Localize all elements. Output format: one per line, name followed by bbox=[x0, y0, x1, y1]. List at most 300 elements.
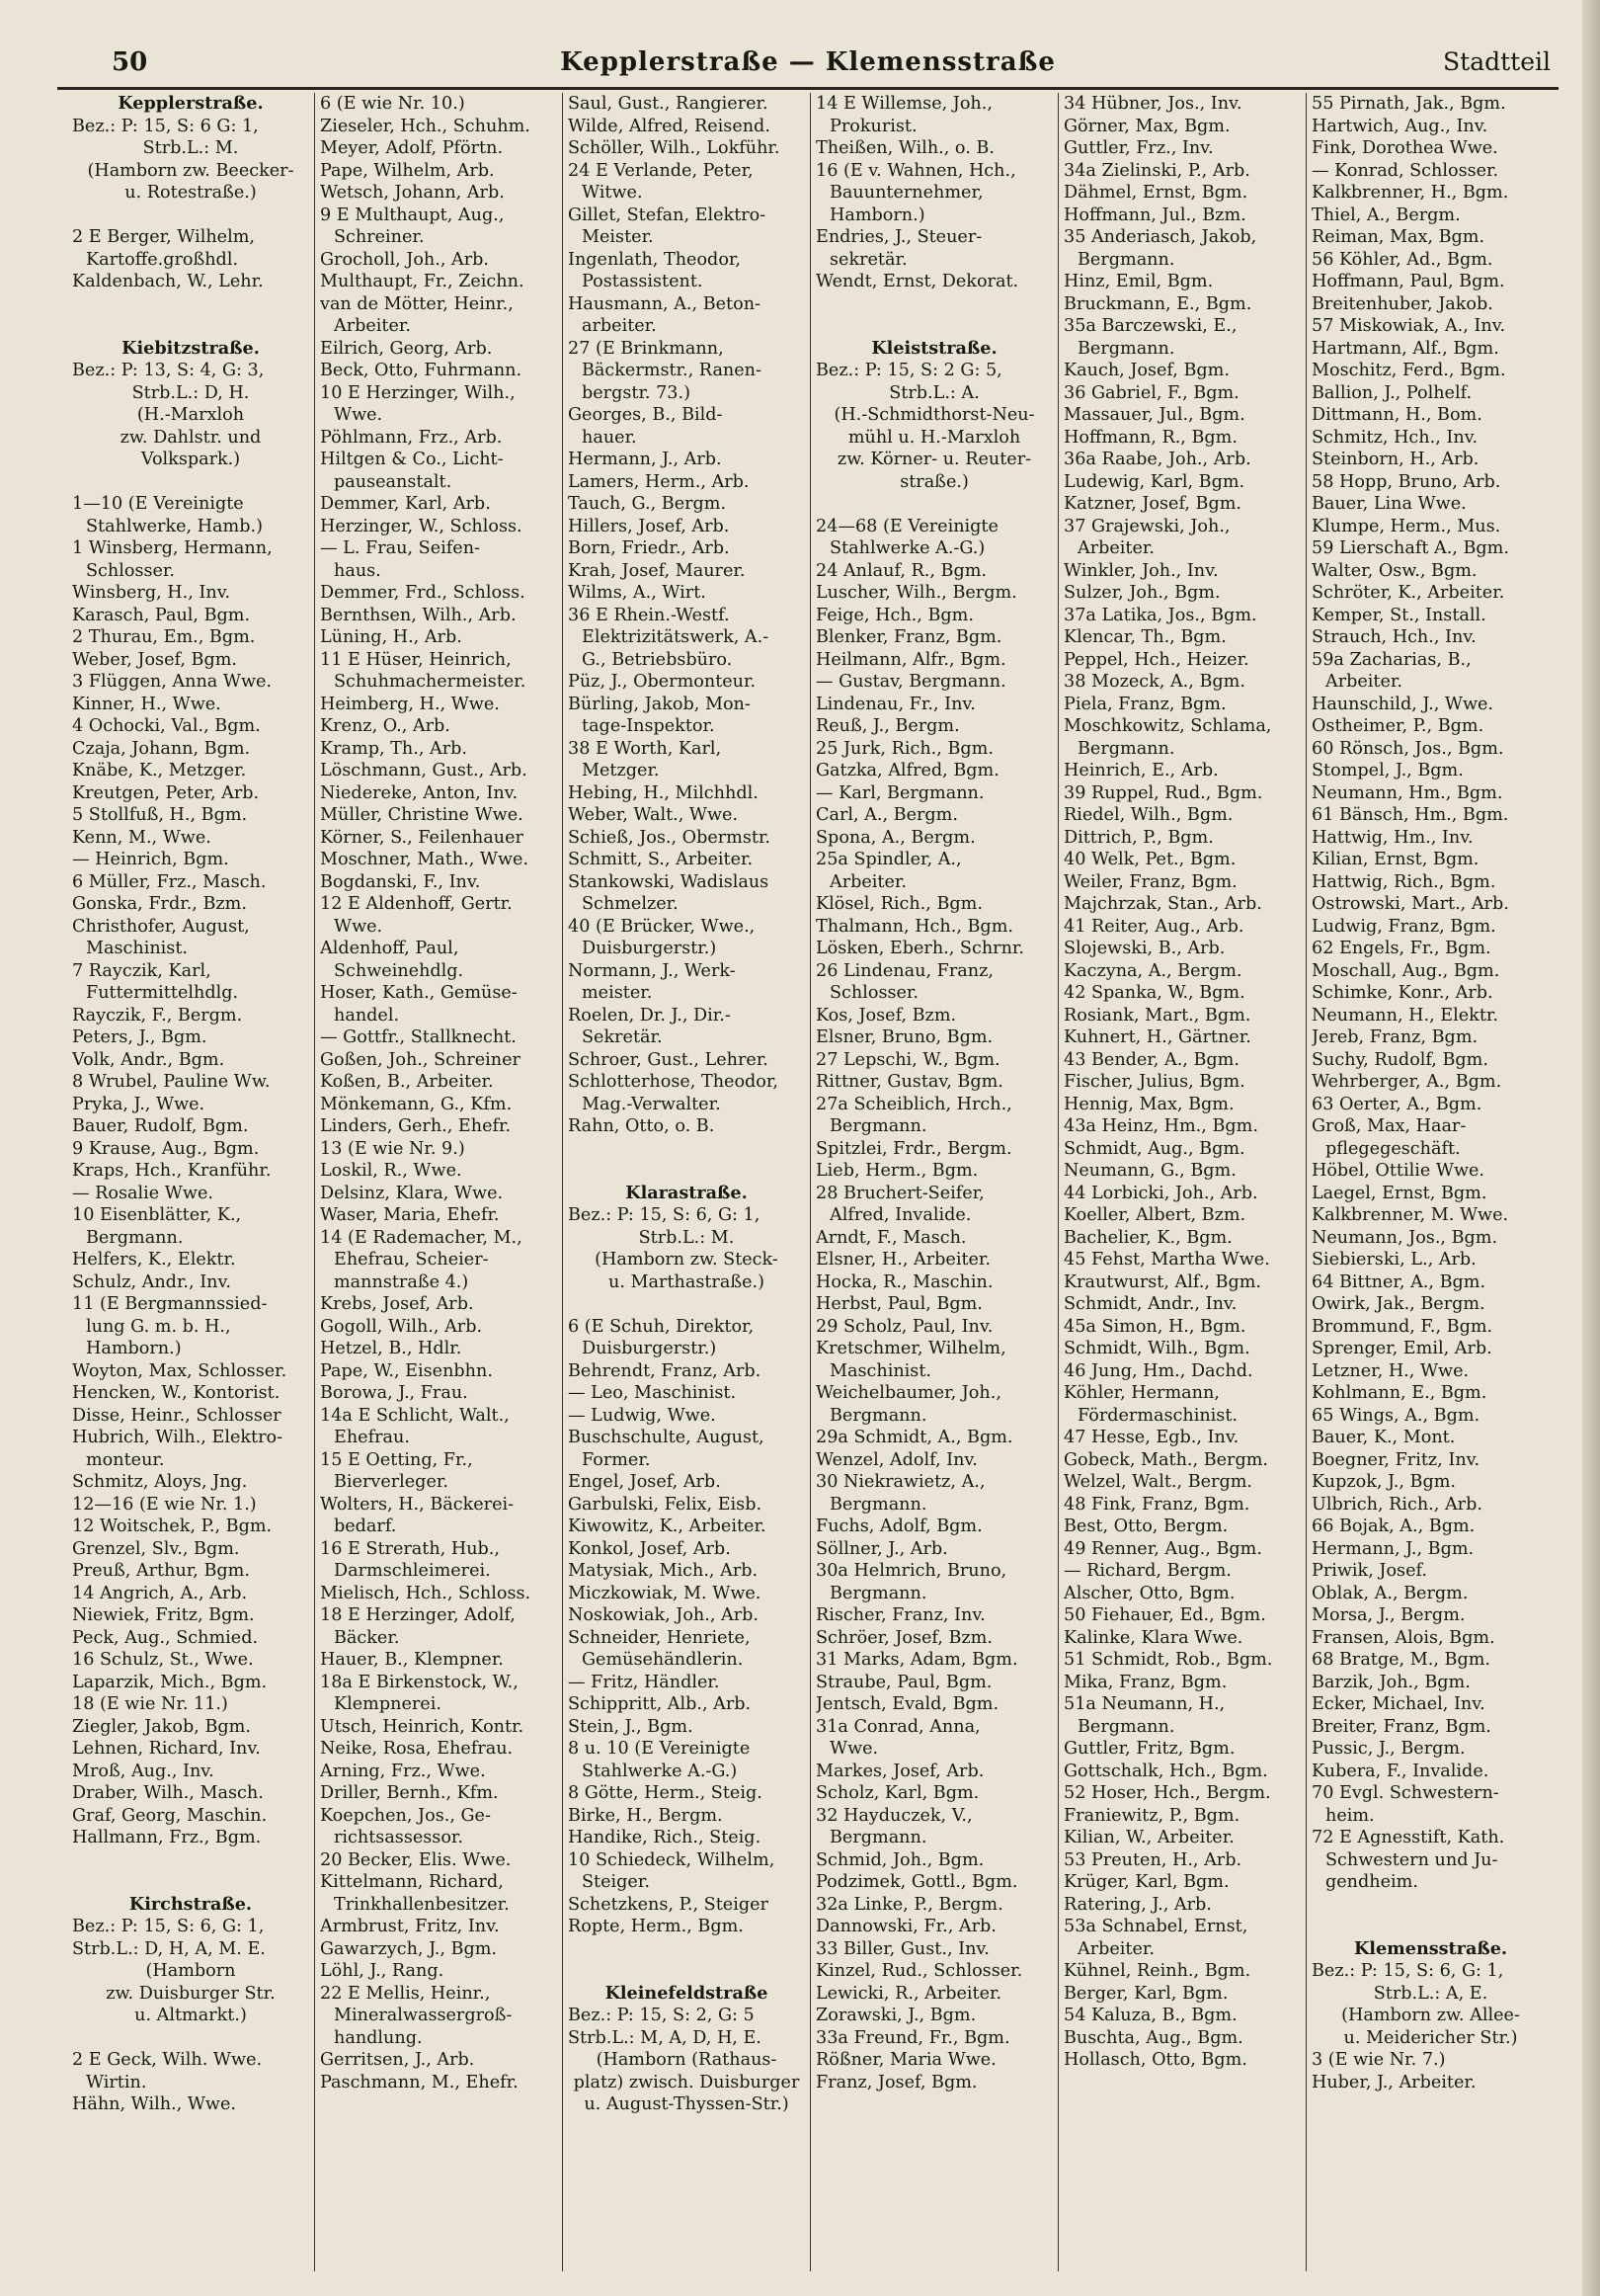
directory-entry: Dähmel, Ernst, Bgm. bbox=[1064, 183, 1248, 203]
directory-entry: 8 u. 10 (E Vereinigte bbox=[568, 1739, 751, 1759]
directory-entry: u. Altmarkt.) bbox=[134, 2006, 247, 2025]
directory-entry: Schippritt, Alb., Arb. bbox=[568, 1694, 752, 1714]
directory-entry: 53 Preuten, H., Arb. bbox=[1064, 1849, 1242, 1870]
directory-entry: Garbulski, Felix, Eisb. bbox=[568, 1494, 762, 1515]
directory-entry: Wwe. bbox=[334, 405, 383, 425]
directory-entry: Feige, Hch., Bgm. bbox=[816, 605, 974, 625]
directory-entry: meister. bbox=[582, 983, 653, 1003]
directory-entry: Neumann, G., Bgm. bbox=[1064, 1161, 1237, 1181]
directory-entry: 51 Schmidt, Rob., Bgm. bbox=[1064, 1650, 1273, 1670]
directory-entry: Schöller, Wilh., Lokführ. bbox=[568, 138, 780, 158]
directory-column-6 bbox=[1307, 93, 1555, 2271]
directory-entry: Kilian, W., Arbeiter. bbox=[1064, 1828, 1235, 1847]
directory-entry: Luscher, Wilh., Bergm. bbox=[816, 583, 1017, 603]
directory-column-2 bbox=[315, 93, 563, 2271]
directory-entry: Arning, Frz., Wwe. bbox=[320, 1761, 486, 1781]
directory-entry: Hollasch, Otto, Bgm. bbox=[1064, 2050, 1247, 2070]
directory-entry: Kupzok, J., Bgm. bbox=[1312, 1472, 1456, 1492]
directory-entry: Pussic, J., Bergm. bbox=[1312, 1739, 1466, 1759]
directory-entry: Bauer, Rudolf, Bgm. bbox=[72, 1116, 249, 1136]
directory-entry bbox=[816, 315, 1053, 338]
directory-entry: Ropte, Herm., Bgm. bbox=[568, 1917, 744, 1936]
street-heading: Klarastraße. bbox=[625, 1182, 748, 1203]
directory-entry: Siebierski, L., Arb. bbox=[1312, 1250, 1477, 1270]
directory-entry: Kretschmer, Wilhelm, bbox=[816, 1339, 1006, 1358]
directory-entry: Stahlwerke A.-G.) bbox=[830, 538, 986, 558]
directory-entry: Bäcker. bbox=[334, 1627, 400, 1648]
directory-entry: 45 Fehst, Martha Wwe. bbox=[1064, 1250, 1270, 1270]
directory-entry: Bäckermstr., Ranen- bbox=[582, 361, 761, 380]
directory-entry: bergstr. 73.) bbox=[582, 382, 690, 403]
directory-entry: — Gottfr., Stallknecht. bbox=[320, 1027, 517, 1047]
directory-entry: (Hamborn (Rathaus- bbox=[596, 2050, 777, 2070]
directory-entry: Miczkowiak, M. Wwe. bbox=[568, 1583, 761, 1603]
directory-entry: heim. bbox=[1325, 1805, 1375, 1826]
directory-entry: Mönkemann, G., Kfm. bbox=[320, 1094, 513, 1114]
directory-entry: Spitzlei, Frdr., Bergm. bbox=[816, 1138, 1012, 1159]
directory-entry: u. Meidericher Str.) bbox=[1343, 2027, 1518, 2048]
directory-entry: Gillet, Stefan, Elektro- bbox=[568, 205, 766, 225]
directory-entry: Schröter, K., Arbeiter. bbox=[1312, 583, 1505, 603]
directory-entry: Czaja, Johann, Bgm. bbox=[72, 738, 251, 759]
directory-entry: 49 Renner, Aug., Bgm. bbox=[1064, 1538, 1262, 1559]
directory-entry: monteur. bbox=[86, 1449, 165, 1470]
directory-entry: arbeiter. bbox=[582, 316, 657, 336]
directory-entry: Barzik, Joh., Bgm. bbox=[1312, 1672, 1471, 1692]
directory-entry: 4 Ochocki, Val., Bgm. bbox=[72, 716, 261, 736]
directory-entry: Löhl, J., Rang. bbox=[320, 1961, 444, 1981]
directory-entry: 31 Marks, Adam, Bgm. bbox=[816, 1650, 1018, 1670]
directory-entry: 36 E Rhein.-Westf. bbox=[568, 605, 730, 625]
directory-entry: 11 (E Bergmannssied- bbox=[72, 1294, 268, 1314]
directory-entry: Klencar, Th., Bgm. bbox=[1064, 627, 1227, 647]
directory-entry: Mag.-Verwalter. bbox=[582, 1094, 721, 1114]
directory-entry: 16 E Strerath, Hub., bbox=[320, 1538, 500, 1559]
directory-entry: Majchrzak, Stan., Arb. bbox=[1064, 894, 1262, 914]
directory-entry: Tauch, G., Bergm. bbox=[568, 494, 727, 514]
directory-entry: Alscher, Otto, Bgm. bbox=[1064, 1583, 1236, 1603]
directory-entry: 2 Thurau, Em., Bgm. bbox=[72, 627, 256, 647]
directory-entry bbox=[1312, 1894, 1550, 1917]
directory-entry: Kalinke, Klara Wwe. bbox=[1064, 1627, 1243, 1648]
directory-entry: 27 (E Brinkmann, bbox=[568, 338, 724, 359]
directory-entry: 36 Gabriel, F., Bgm. bbox=[1064, 382, 1240, 403]
directory-entry: — Fritz, Händler. bbox=[568, 1672, 720, 1692]
directory-entry: Ostrowski, Mart., Arb. bbox=[1312, 894, 1509, 914]
directory-entry: 3 Flüggen, Anna Wwe. bbox=[72, 672, 273, 692]
directory-entry: Priwik, Josef. bbox=[1312, 1561, 1427, 1581]
directory-entry: Körner, S., Feilenhauer bbox=[320, 827, 523, 848]
directory-entry: bedarf. bbox=[334, 1517, 397, 1536]
directory-entry: Armbrust, Fritz, Inv. bbox=[320, 1917, 500, 1936]
directory-entry: Lüning, H., Arb. bbox=[320, 627, 462, 647]
directory-entry bbox=[72, 471, 309, 494]
directory-entry: 7 Rayczik, Karl, bbox=[72, 960, 211, 981]
directory-entry: 30a Helmrich, Bruno, bbox=[816, 1561, 1007, 1581]
directory-entry: Söllner, J., Arb. bbox=[816, 1538, 948, 1559]
street-heading: Kleinefeldstraße bbox=[604, 1982, 768, 2004]
directory-entry: Pape, Wilhelm, Arb. bbox=[320, 160, 495, 181]
directory-entry: Lösken, Eberh., Schrnr. bbox=[816, 939, 1024, 958]
directory-entry: Strb.L.: M. bbox=[638, 1227, 735, 1248]
directory-column-3 bbox=[563, 93, 811, 2271]
directory-entry: Hoser, Kath., Gemüse- bbox=[320, 983, 518, 1003]
directory-entry: Schroer, Gust., Lehrer. bbox=[568, 1049, 768, 1070]
directory-entry: Fransen, Alois, Bgm. bbox=[1312, 1627, 1495, 1648]
directory-entry: 38 Mozeck, A., Bgm. bbox=[1064, 672, 1245, 692]
directory-entry: Engel, Josef, Arb. bbox=[568, 1472, 721, 1492]
directory-entry: Krüger, Karl, Bgm. bbox=[1064, 1872, 1230, 1892]
directory-entry: Walter, Osw., Bgm. bbox=[1312, 560, 1478, 581]
directory-entry: Ehefrau, Scheier- bbox=[334, 1250, 489, 1270]
directory-entry: 2 E Geck, Wilh. Wwe. bbox=[72, 2050, 263, 2070]
directory-entry: Delsinz, Klara, Wwe. bbox=[320, 1183, 504, 1203]
directory-entry: Herbst, Paul, Bgm. bbox=[816, 1294, 983, 1314]
directory-entry: Hillers, Josef, Arb. bbox=[568, 516, 730, 536]
directory-entry: Hamborn.) bbox=[86, 1339, 182, 1358]
directory-entry: Volk, Andr., Bgm. bbox=[72, 1049, 225, 1070]
directory-entry: Neumann, Jos., Bgm. bbox=[1312, 1227, 1498, 1248]
directory-entry: Weichelbaumer, Joh., bbox=[816, 1383, 1001, 1403]
directory-entry: Hauer, B., Klempner. bbox=[320, 1650, 504, 1670]
directory-entry: 1—10 (E Vereinigte bbox=[72, 494, 244, 514]
directory-entry: Neike, Rosa, Ehefrau. bbox=[320, 1739, 514, 1759]
directory-entry: 62 Engels, Fr., Bgm. bbox=[1312, 939, 1491, 958]
directory-entry: 27a Scheiblich, Hrch., bbox=[816, 1094, 1012, 1114]
directory-entry: Groß, Max, Haar- bbox=[1312, 1116, 1467, 1136]
directory-entry: Schwestern und Ju- bbox=[1325, 1849, 1498, 1870]
directory-entry: Moschkowitz, Schlama, bbox=[1064, 716, 1272, 736]
directory-entry: Paschmann, M., Ehefr. bbox=[320, 2072, 519, 2092]
directory-entry: Slojewski, B., Arb. bbox=[1064, 939, 1226, 958]
directory-entry: Kohlmann, E., Bgm. bbox=[1312, 1383, 1487, 1403]
directory-entry: Mielisch, Hch., Schloss. bbox=[320, 1583, 531, 1603]
directory-entry: Kreutgen, Peter, Arb. bbox=[72, 782, 260, 803]
directory-entry: 32a Linke, P., Bergm. bbox=[816, 1894, 1003, 1915]
directory-entry: Krebs, Josef, Arb. bbox=[320, 1294, 474, 1314]
directory-entry: Duisburgerstr.) bbox=[582, 1339, 717, 1358]
directory-entry: gendheim. bbox=[1325, 1872, 1418, 1892]
directory-entry: Bez.: P: 15, S: 2, G: 5 bbox=[568, 2006, 755, 2025]
directory-entry: 1 Winsberg, Hermann, bbox=[72, 538, 273, 558]
directory-entry: 10 E Herzinger, Wilh., bbox=[320, 382, 516, 403]
directory-entry bbox=[568, 1938, 805, 1961]
directory-entry: Boegner, Fritz, Inv. bbox=[1312, 1449, 1480, 1470]
directory-entry: Kos, Josef, Bzm. bbox=[816, 1005, 957, 1025]
directory-entry: u. Marthastraße.) bbox=[608, 1271, 764, 1292]
street-heading: Klemensstraße. bbox=[1353, 1937, 1508, 1959]
directory-entry: — Karl, Bergmann. bbox=[816, 782, 985, 803]
directory-entry: 25 Jurk, Rich., Bgm. bbox=[816, 738, 994, 759]
directory-entry: handlung. bbox=[334, 2027, 423, 2048]
directory-entry: Strb.L.: A. bbox=[889, 382, 980, 403]
directory-entry: Hubrich, Wilh., Elektro- bbox=[72, 1428, 283, 1447]
directory-entry: Pöhlmann, Frz., Arb. bbox=[320, 427, 503, 448]
directory-entry: Multhaupt, Fr., Zeichn. bbox=[320, 272, 524, 291]
directory-entry: Piela, Franz, Bgm. bbox=[1064, 694, 1227, 714]
directory-entry: Hermann, J., Bgm. bbox=[1312, 1538, 1475, 1559]
directory-entry: Welzel, Walt., Bergm. bbox=[1064, 1472, 1252, 1492]
directory-entry: — Richard, Bergm. bbox=[1064, 1561, 1232, 1581]
directory-entry: Kiwowitz, K., Arbeiter. bbox=[568, 1517, 766, 1536]
directory-entry: Moschner, Math., Wwe. bbox=[320, 850, 529, 869]
directory-entry: Heilmann, Alfr., Bgm. bbox=[816, 649, 1006, 670]
directory-entry bbox=[568, 1960, 805, 1983]
directory-entry: 66 Bojak, A., Bgm. bbox=[1312, 1517, 1476, 1536]
directory-entry: Theißen, Wilh., o. B. bbox=[816, 138, 995, 158]
directory-entry: 10 Eisenblätter, K., bbox=[72, 1205, 242, 1225]
directory-entry: 54 Kaluza, B., Bgm. bbox=[1064, 2006, 1238, 2025]
street-heading: Kleiststraße. bbox=[871, 337, 998, 359]
directory-entry: hauer. bbox=[582, 427, 637, 448]
directory-entry: Höbel, Ottilie Wwe. bbox=[1312, 1161, 1485, 1181]
directory-entry: Eilrich, Georg, Arb. bbox=[320, 338, 493, 359]
directory-entry: 6 Müller, Frz., Masch. bbox=[72, 871, 267, 892]
directory-entry: Schlosser. bbox=[86, 560, 175, 581]
directory-entry: Saul, Gust., Rangierer. bbox=[568, 94, 768, 114]
directory-entry: Trinkhallenbesitzer. bbox=[334, 1894, 510, 1915]
directory-entry: Hattwig, Hm., Inv. bbox=[1312, 827, 1474, 848]
directory-entry: lung G. m. b. H., bbox=[86, 1316, 231, 1337]
directory-entry: Preuß, Arthur, Bgm. bbox=[72, 1561, 250, 1581]
directory-entry: Guttler, Frz., Inv. bbox=[1064, 138, 1214, 158]
directory-entry: Arbeiter. bbox=[1325, 672, 1402, 692]
directory-entry: Bergmann. bbox=[86, 1227, 184, 1248]
directory-entry: Georges, B., Bild- bbox=[568, 405, 723, 425]
directory-entry bbox=[72, 315, 309, 338]
directory-entry: Kühnel, Reinh., Bgm. bbox=[1064, 1961, 1251, 1981]
directory-entry: Peppel, Hch., Heizer. bbox=[1064, 649, 1249, 670]
directory-entry: 63 Oerter, A., Bgm. bbox=[1312, 1094, 1482, 1114]
directory-entry: Roelen, Dr. J., Dir.- bbox=[568, 1005, 731, 1025]
directory-entry: Gerritsen, J., Arb. bbox=[320, 2050, 475, 2070]
directory-entry: Podzimek, Gottl., Bgm. bbox=[816, 1872, 1018, 1892]
directory-entry: Wendt, Ernst, Dekorat. bbox=[816, 272, 1019, 291]
directory-entry: 26 Lindenau, Franz, bbox=[816, 960, 994, 981]
directory-entry: 6 (E Schuh, Direktor, bbox=[568, 1316, 755, 1337]
directory-entry: 64 Bittner, A., Bgm. bbox=[1312, 1271, 1486, 1292]
directory-entry: Demmer, Karl, Arb. bbox=[320, 494, 491, 514]
directory-entry: 48 Fink, Franz, Bgm. bbox=[1064, 1494, 1250, 1515]
directory-entry: Kalkbrenner, M. Wwe. bbox=[1312, 1205, 1509, 1225]
directory-entry: Metzger. bbox=[582, 761, 660, 780]
directory-entry: Goßen, Joh., Schreiner bbox=[320, 1049, 520, 1070]
directory-entry: Grocholl, Joh., Arb. bbox=[320, 249, 489, 270]
directory-entry: Sulzer, Joh., Bgm. bbox=[1064, 583, 1221, 603]
directory-entry: Wwe. bbox=[830, 1739, 879, 1759]
directory-entry: handel. bbox=[334, 1005, 400, 1025]
directory-entry: Schmitz, Hch., Inv. bbox=[1312, 427, 1479, 448]
directory-entry: Bez.: P: 15, S: 6, G: 1, bbox=[1312, 1961, 1504, 1981]
directory-entry: Ludewig, Karl, Bgm. bbox=[1064, 471, 1245, 492]
street-heading: Kepplerstraße. bbox=[118, 93, 264, 114]
directory-entry: Steinborn, H., Arb. bbox=[1312, 450, 1480, 469]
directory-entry: Meyer, Adolf, Pförtn. bbox=[320, 138, 504, 158]
directory-entry: Kauch, Josef, Bgm. bbox=[1064, 361, 1230, 380]
directory-entry: Strauch, Hch., Inv. bbox=[1312, 627, 1477, 647]
directory-entry: Niewiek, Fritz, Bgm. bbox=[72, 1605, 255, 1625]
directory-entry: Ehefrau. bbox=[334, 1428, 410, 1447]
directory-entry: 36a Raabe, Joh., Arb. bbox=[1064, 450, 1251, 469]
directory-entry: mühl u. H.-Marxloh bbox=[847, 427, 1021, 448]
directory-entry: Schneider, Henriete, bbox=[568, 1627, 751, 1648]
directory-entry: Peck, Aug., Schmied. bbox=[72, 1627, 259, 1648]
directory-entry: Blenker, Franz, Bgm. bbox=[816, 627, 1002, 647]
directory-entry: Kaczyna, A., Bergm. bbox=[1064, 960, 1242, 981]
directory-entry: Scholz, Karl, Bgm. bbox=[816, 1783, 980, 1803]
directory-entry: Schlotterhose, Theodor, bbox=[568, 1072, 778, 1092]
directory-entry: 35 Anderiasch, Jakob, bbox=[1064, 227, 1257, 247]
directory-entry: Hallmann, Frz., Bgm. bbox=[72, 1828, 262, 1847]
directory-entry: 29a Schmidt, A., Bgm. bbox=[816, 1428, 1013, 1447]
directory-entry: mannstraße 4.) bbox=[334, 1271, 469, 1292]
directory-entry: 65 Wings, A., Bgm. bbox=[1312, 1405, 1480, 1426]
directory-entry: Waser, Maria, Ehefr. bbox=[320, 1205, 500, 1225]
directory-entry: Ratering, J., Arb. bbox=[1064, 1894, 1212, 1915]
directory-entry: Klumpe, Herm., Mus. bbox=[1312, 516, 1501, 536]
directory-entry: Hiltgen & Co., Licht- bbox=[320, 450, 504, 469]
directory-entry: Borowa, J., Frau. bbox=[320, 1383, 468, 1403]
directory-entry: 31a Conrad, Anna, bbox=[816, 1716, 981, 1737]
directory-entry: 60 Rönsch, Jos., Bgm. bbox=[1312, 738, 1504, 759]
directory-entry: Ulbrich, Rich., Arb. bbox=[1312, 1494, 1482, 1515]
directory-entry: Behrendt, Franz, Arb. bbox=[568, 1360, 761, 1381]
directory-entry: Sekretär. bbox=[582, 1027, 663, 1047]
directory-entry: Krautwurst, Alf., Bgm. bbox=[1064, 1271, 1261, 1292]
directory-entry: Rahn, Otto, o. B. bbox=[568, 1116, 715, 1136]
page-fold-shadow bbox=[1582, 0, 1600, 2296]
directory-entry: — Konrad, Schlosser. bbox=[1312, 160, 1499, 181]
directory-entry: Buschschulte, August, bbox=[568, 1428, 764, 1447]
directory-entry: 58 Hopp, Bruno, Arb. bbox=[1312, 471, 1501, 492]
directory-entry: Grenzel, Slv., Bgm. bbox=[72, 1538, 240, 1559]
directory-entry: Kittelmann, Richard, bbox=[320, 1872, 504, 1892]
directory-entry: Stahlwerke, Hamb.) bbox=[86, 516, 263, 536]
directory-entry: 35a Barczewski, E., bbox=[1064, 316, 1238, 336]
directory-entry: 14 E Willemse, Joh., bbox=[816, 94, 993, 114]
directory-entry: Bauer, K., Mont. bbox=[1312, 1428, 1456, 1447]
directory-entry: Kinner, H., Wwe. bbox=[72, 694, 221, 714]
directory-entry: Straube, Paul, Bgm. bbox=[816, 1672, 993, 1692]
directory-entry: Graf, Georg, Maschin. bbox=[72, 1805, 268, 1826]
directory-entry: Guttler, Fritz, Bgm. bbox=[1064, 1739, 1236, 1759]
directory-entry: (Hamborn zw. Allee- bbox=[1341, 2006, 1520, 2025]
directory-entry: Spona, A., Bergm. bbox=[816, 827, 976, 848]
directory-entry: 20 Becker, Elis. Wwe. bbox=[320, 1849, 512, 1870]
directory-entry: Kramp, Th., Arb. bbox=[320, 738, 467, 759]
directory-entry: Kartoffe.großhdl. bbox=[86, 249, 239, 270]
directory-entry: Koeller, Albert, Bzm. bbox=[1064, 1205, 1246, 1225]
directory-entry: Aldenhoff, Paul, bbox=[320, 939, 459, 958]
directory-entry: Elektrizitätswerk, A.- bbox=[582, 627, 769, 647]
directory-entry: 18a E Birkenstock, W., bbox=[320, 1672, 519, 1692]
directory-entry: Krenz, O., Arb. bbox=[320, 716, 450, 736]
directory-entry: Koepchen, Jos., Ge- bbox=[320, 1805, 491, 1826]
directory-entry: Kilian, Ernst, Bgm. bbox=[1312, 850, 1480, 869]
directory-entry: Laparzik, Mich., Bgm. bbox=[72, 1672, 268, 1692]
directory-entry: 25a Spindler, A., bbox=[816, 850, 962, 869]
directory-entry: Stahlwerke A.-G.) bbox=[582, 1761, 738, 1781]
directory-entry: pauseanstalt. bbox=[334, 471, 452, 492]
directory-entry: Berger, Karl, Bgm. bbox=[1064, 1983, 1229, 2004]
directory-entry: Breitenhuber, Jakob. bbox=[1312, 293, 1493, 314]
directory-entry: Winsberg, H., Inv. bbox=[72, 583, 231, 603]
directory-column-4 bbox=[811, 93, 1059, 2271]
directory-entry: Schuhmachermeister. bbox=[334, 672, 526, 692]
directory-entry: haus. bbox=[334, 560, 381, 581]
directory-entry: — Gustav, Bergmann. bbox=[816, 672, 1006, 692]
directory-entry: Bachelier, K., Bgm. bbox=[1064, 1227, 1233, 1248]
directory-entry: Arbeiter. bbox=[334, 316, 411, 336]
directory-entry: 14 Angrich, A., Arb. bbox=[72, 1583, 248, 1603]
directory-entry: Birke, H., Bergm. bbox=[568, 1805, 723, 1826]
directory-entry: Born, Friedr., Arb. bbox=[568, 538, 730, 558]
directory-entry: Riedel, Wilh., Bgm. bbox=[1064, 805, 1234, 825]
directory-entry: zw. Dahlstr. und bbox=[120, 427, 262, 448]
directory-entry bbox=[1312, 1916, 1550, 1938]
directory-entry: Kaldenbach, W., Lehr. bbox=[72, 272, 264, 291]
directory-entry: Koßen, B., Arbeiter. bbox=[320, 1072, 494, 1092]
directory-entry: (Hamborn zw. Beecker- bbox=[87, 160, 294, 181]
directory-entry: Rosiank, Mart., Bgm. bbox=[1064, 1005, 1251, 1025]
directory-entry: Schimke, Konr., Arb. bbox=[1312, 983, 1493, 1003]
directory-entry: Normann, J., Werk- bbox=[568, 960, 736, 981]
directory-entry: 18 (E wie Nr. 11.) bbox=[72, 1694, 228, 1714]
directory-entry: Thalmann, Hch., Bgm. bbox=[816, 916, 1013, 937]
directory-entry: 12—16 (E wie Nr. 1.) bbox=[72, 1494, 257, 1515]
directory-entry: 70 Evgl. Schwestern- bbox=[1312, 1783, 1499, 1803]
directory-entry: Knäbe, K., Metzger. bbox=[72, 761, 247, 780]
directory-entry: Ostheimer, P., Bgm. bbox=[1312, 716, 1484, 736]
directory-entry: 14a E Schlicht, Walt., bbox=[320, 1405, 510, 1426]
directory-entry: Wwe. bbox=[334, 916, 383, 937]
directory-entry: Utsch, Heinrich, Kontr. bbox=[320, 1716, 524, 1737]
directory-entry: 18 E Herzinger, Adolf, bbox=[320, 1605, 516, 1625]
directory-entry bbox=[72, 2027, 309, 2050]
directory-entry: Morsa, J., Bergm. bbox=[1312, 1605, 1466, 1625]
directory-entry bbox=[568, 1138, 805, 1161]
directory-entry: Dittmann, H., Bom. bbox=[1312, 405, 1482, 425]
directory-entry: 52 Hoser, Hch., Bergm. bbox=[1064, 1783, 1271, 1803]
directory-entry: Gonska, Frdr., Bzm. bbox=[72, 894, 247, 914]
directory-entry: 59 Lierschaft A., Bgm. bbox=[1312, 538, 1509, 558]
directory-entry: Volkspark.) bbox=[140, 450, 241, 469]
directory-entry: Breiter, Franz, Bgm. bbox=[1312, 1716, 1491, 1737]
directory-entry: Elsner, Bruno, Bgm. bbox=[816, 1027, 994, 1047]
directory-entry: zw. Körner- u. Reuter- bbox=[837, 450, 1032, 469]
directory-entry: Bürling, Jakob, Mon- bbox=[568, 694, 751, 714]
directory-entry: Schmidt, Andr., Inv. bbox=[1064, 1294, 1238, 1314]
directory-entry: Rischer, Franz, Inv. bbox=[816, 1605, 986, 1625]
directory-entry: Karasch, Paul, Bgm. bbox=[72, 605, 251, 625]
directory-entry: Fink, Dorothea Wwe. bbox=[1312, 138, 1498, 158]
directory-entry: 39 Ruppel, Rud., Bgm. bbox=[1064, 782, 1263, 803]
directory-entry: Gottschalk, Hch., Bgm. bbox=[1064, 1761, 1268, 1781]
directory-entry: Maschinist. bbox=[86, 939, 188, 958]
directory-entry: — Ludwig, Wwe. bbox=[568, 1405, 716, 1426]
directory-entry: 10 Schiedeck, Wilhelm, bbox=[568, 1849, 775, 1870]
directory-entry: Löschmann, Gust., Arb. bbox=[320, 761, 527, 780]
directory-entry: Schmitt, S., Arbeiter. bbox=[568, 850, 754, 869]
directory-entry: 40 Welk, Pet., Bgm. bbox=[1064, 850, 1237, 869]
directory-entry bbox=[568, 1160, 805, 1183]
directory-entry: 44 Lorbicki, Joh., Arb. bbox=[1064, 1183, 1258, 1203]
directory-entry: platz) zwisch. Duisburger bbox=[573, 2072, 800, 2092]
directory-entry: Hoffmann, Paul, Bgm. bbox=[1312, 272, 1505, 291]
directory-entry: Linders, Gerh., Ehefr. bbox=[320, 1116, 512, 1136]
directory-entry: Gatzka, Alfred, Bgm. bbox=[816, 761, 1000, 780]
directory-entry: Hoffmann, Jul., Bzm. bbox=[1064, 205, 1246, 225]
